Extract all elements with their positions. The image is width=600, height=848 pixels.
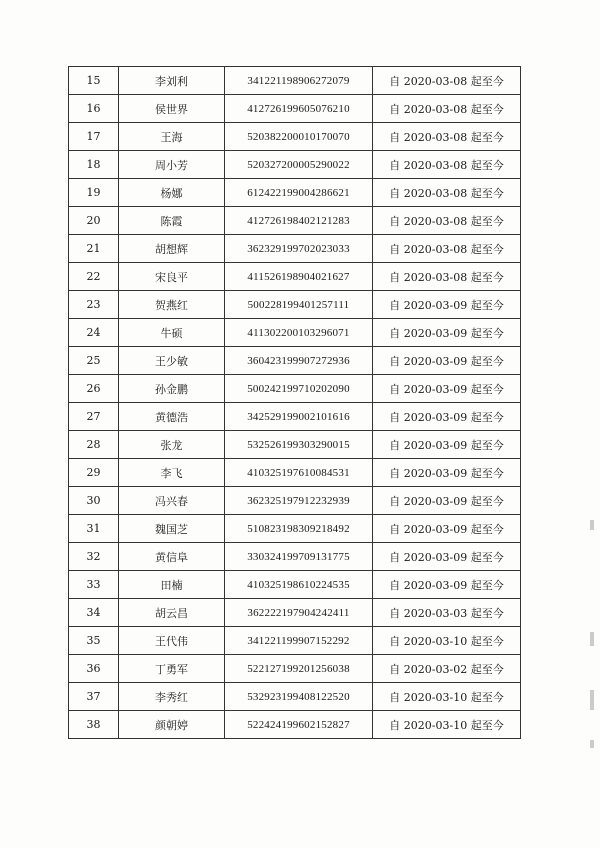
id-number-cell: 410325198610224535 <box>225 571 373 599</box>
name-cell: 牛硕 <box>119 319 225 347</box>
row-number-cell: 16 <box>69 95 119 123</box>
row-number-cell: 19 <box>69 179 119 207</box>
name-cell: 宋良平 <box>119 263 225 291</box>
row-number-cell: 36 <box>69 655 119 683</box>
row-number-cell: 38 <box>69 711 119 739</box>
name-cell: 冯兴春 <box>119 487 225 515</box>
id-number-cell: 522424199602152827 <box>225 711 373 739</box>
row-number-cell: 26 <box>69 375 119 403</box>
period-cell: 自 2020-03-09 起至今 <box>373 459 521 487</box>
personnel-table-body <box>69 67 521 739</box>
period-cell: 自 2020-03-09 起至今 <box>373 375 521 403</box>
id-number-cell: 362329199702023033 <box>225 235 373 263</box>
row-number-cell: 37 <box>69 683 119 711</box>
table-row <box>69 291 521 319</box>
table-row <box>69 347 521 375</box>
name-cell: 张龙 <box>119 431 225 459</box>
period-cell: 自 2020-03-09 起至今 <box>373 571 521 599</box>
name-cell: 黄德浩 <box>119 403 225 431</box>
personnel-table <box>68 66 521 739</box>
row-number-cell: 28 <box>69 431 119 459</box>
row-number-cell: 31 <box>69 515 119 543</box>
period-cell: 自 2020-03-10 起至今 <box>373 711 521 739</box>
id-number-cell: 520327200005290022 <box>225 151 373 179</box>
period-cell: 自 2020-03-08 起至今 <box>373 123 521 151</box>
scan-edge-mark <box>590 520 594 530</box>
name-cell: 丁勇军 <box>119 655 225 683</box>
table-row <box>69 207 521 235</box>
name-cell: 王海 <box>119 123 225 151</box>
id-number-cell: 532526199303290015 <box>225 431 373 459</box>
scan-edge-mark <box>590 690 594 710</box>
name-cell: 周小芳 <box>119 151 225 179</box>
id-number-cell: 362222197904242411 <box>225 599 373 627</box>
period-cell: 自 2020-03-08 起至今 <box>373 151 521 179</box>
table-row <box>69 403 521 431</box>
table-row <box>69 459 521 487</box>
id-number-cell: 612422199004286621 <box>225 179 373 207</box>
row-number-cell: 20 <box>69 207 119 235</box>
id-number-cell: 360423199907272936 <box>225 347 373 375</box>
table-row <box>69 487 521 515</box>
period-cell: 自 2020-03-08 起至今 <box>373 67 521 95</box>
id-number-cell: 522127199201256038 <box>225 655 373 683</box>
id-number-cell: 412726199605076210 <box>225 95 373 123</box>
row-number-cell: 30 <box>69 487 119 515</box>
name-cell: 贺燕红 <box>119 291 225 319</box>
name-cell: 王代伟 <box>119 627 225 655</box>
row-number-cell: 15 <box>69 67 119 95</box>
table-row <box>69 67 521 95</box>
name-cell: 胡云昌 <box>119 599 225 627</box>
table-row <box>69 179 521 207</box>
row-number-cell: 32 <box>69 543 119 571</box>
period-cell: 自 2020-03-03 起至今 <box>373 599 521 627</box>
period-cell: 自 2020-03-10 起至今 <box>373 627 521 655</box>
row-number-cell: 29 <box>69 459 119 487</box>
table-row <box>69 627 521 655</box>
row-number-cell: 33 <box>69 571 119 599</box>
id-number-cell: 341221199907152292 <box>225 627 373 655</box>
row-number-cell: 22 <box>69 263 119 291</box>
row-number-cell: 34 <box>69 599 119 627</box>
name-cell: 杨娜 <box>119 179 225 207</box>
period-cell: 自 2020-03-09 起至今 <box>373 347 521 375</box>
id-number-cell: 410325197610084531 <box>225 459 373 487</box>
scan-edge-mark <box>590 740 594 748</box>
name-cell: 李飞 <box>119 459 225 487</box>
period-cell: 自 2020-03-09 起至今 <box>373 431 521 459</box>
name-cell: 侯世界 <box>119 95 225 123</box>
id-number-cell: 342529199002101616 <box>225 403 373 431</box>
row-number-cell: 27 <box>69 403 119 431</box>
table-row <box>69 263 521 291</box>
id-number-cell: 330324199709131775 <box>225 543 373 571</box>
row-number-cell: 17 <box>69 123 119 151</box>
period-cell: 自 2020-03-08 起至今 <box>373 207 521 235</box>
period-cell: 自 2020-03-09 起至今 <box>373 515 521 543</box>
id-number-cell: 500242199710202090 <box>225 375 373 403</box>
period-cell: 自 2020-03-02 起至今 <box>373 655 521 683</box>
table-row <box>69 571 521 599</box>
table-row <box>69 655 521 683</box>
id-number-cell: 412726198402121283 <box>225 207 373 235</box>
table-row <box>69 599 521 627</box>
name-cell: 颜朝婷 <box>119 711 225 739</box>
period-cell: 自 2020-03-09 起至今 <box>373 487 521 515</box>
name-cell: 孙金鹏 <box>119 375 225 403</box>
period-cell: 自 2020-03-08 起至今 <box>373 179 521 207</box>
table-row <box>69 683 521 711</box>
id-number-cell: 362325197912232939 <box>225 487 373 515</box>
table-row <box>69 123 521 151</box>
period-cell: 自 2020-03-08 起至今 <box>373 95 521 123</box>
table-row <box>69 95 521 123</box>
id-number-cell: 411526198904021627 <box>225 263 373 291</box>
id-number-cell: 520382200010170070 <box>225 123 373 151</box>
period-cell: 自 2020-03-09 起至今 <box>373 403 521 431</box>
row-number-cell: 24 <box>69 319 119 347</box>
name-cell: 王少敏 <box>119 347 225 375</box>
period-cell: 自 2020-03-10 起至今 <box>373 683 521 711</box>
row-number-cell: 23 <box>69 291 119 319</box>
name-cell: 陈霞 <box>119 207 225 235</box>
row-number-cell: 21 <box>69 235 119 263</box>
name-cell: 黄信阜 <box>119 543 225 571</box>
name-cell: 胡想辉 <box>119 235 225 263</box>
id-number-cell: 411302200103296071 <box>225 319 373 347</box>
period-cell: 自 2020-03-09 起至今 <box>373 291 521 319</box>
table-row <box>69 711 521 739</box>
table-row <box>69 319 521 347</box>
period-cell: 自 2020-03-08 起至今 <box>373 235 521 263</box>
name-cell: 田楠 <box>119 571 225 599</box>
period-cell: 自 2020-03-09 起至今 <box>373 543 521 571</box>
table-row <box>69 235 521 263</box>
table-row <box>69 151 521 179</box>
period-cell: 自 2020-03-09 起至今 <box>373 319 521 347</box>
id-number-cell: 532923199408122520 <box>225 683 373 711</box>
table-row <box>69 543 521 571</box>
id-number-cell: 500228199401257111 <box>225 291 373 319</box>
table-row <box>69 375 521 403</box>
row-number-cell: 25 <box>69 347 119 375</box>
name-cell: 李秀红 <box>119 683 225 711</box>
table-row <box>69 431 521 459</box>
period-cell: 自 2020-03-08 起至今 <box>373 263 521 291</box>
name-cell: 魏国芝 <box>119 515 225 543</box>
scan-edge-mark <box>590 632 594 646</box>
name-cell: 李刘利 <box>119 67 225 95</box>
row-number-cell: 18 <box>69 151 119 179</box>
row-number-cell: 35 <box>69 627 119 655</box>
id-number-cell: 341221198906272079 <box>225 67 373 95</box>
table-row <box>69 515 521 543</box>
id-number-cell: 510823198309218492 <box>225 515 373 543</box>
